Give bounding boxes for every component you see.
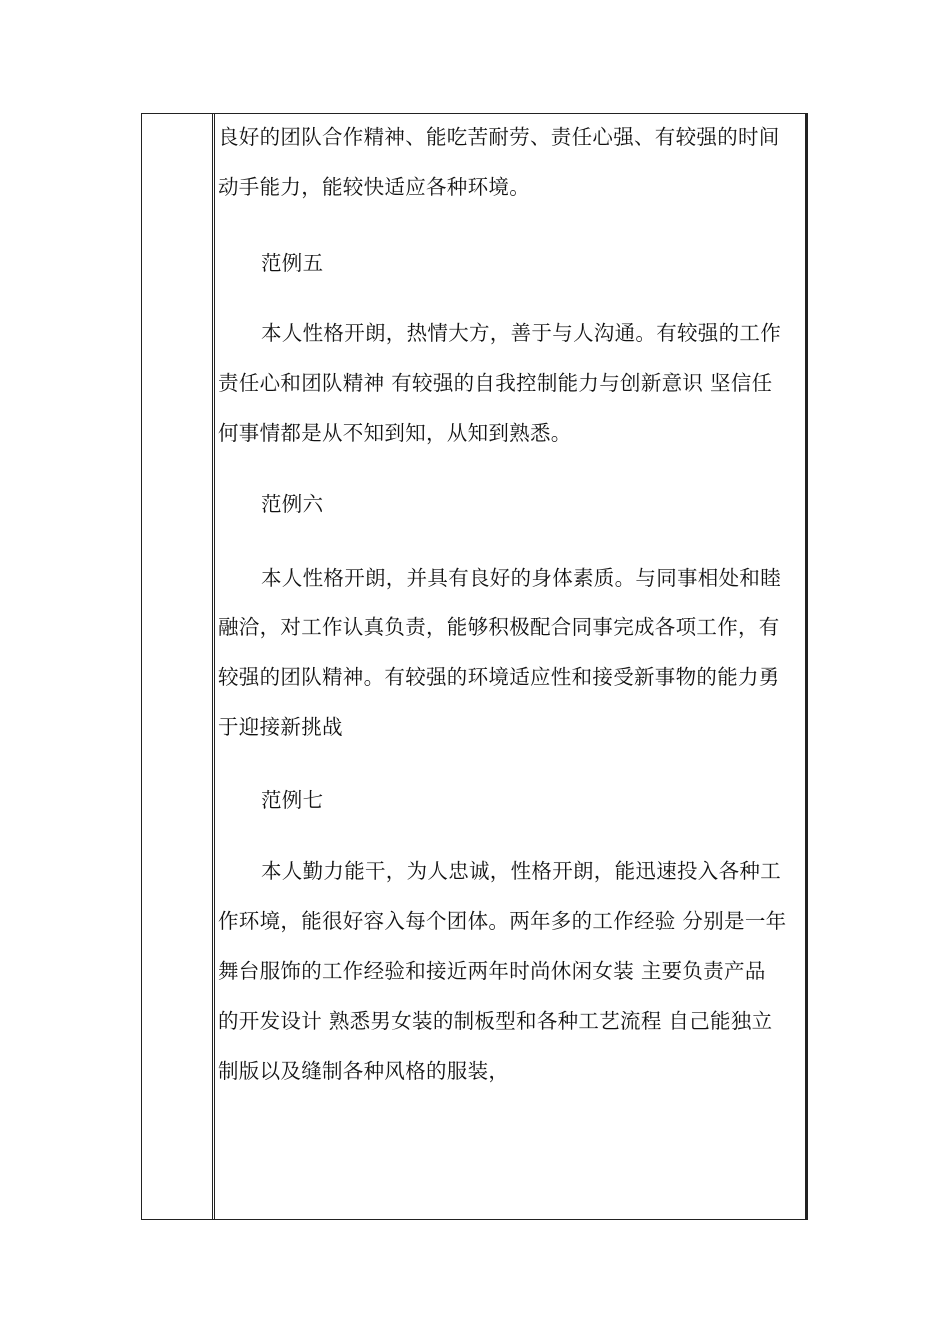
paragraph-line: 舞台服饰的工作经验和接近两年时尚休闲女装 主要负责产品 <box>218 959 766 983</box>
paragraph-line: 作环境，能很好容入每个团体。两年多的工作经验 分别是一年 <box>218 909 787 933</box>
paragraph-line: 制版以及缝制各种风格的服装， <box>218 1059 510 1083</box>
column-divider <box>212 113 215 1220</box>
section-heading-example-7: 范例七 <box>261 788 324 812</box>
paragraph-line: 本人性格开朗，并具有良好的身体素质。与同事相处和睦 <box>261 566 781 590</box>
paragraph-line: 何事情都是从不知到知，从知到熟悉。 <box>218 421 572 445</box>
paragraph-line: 较强的团队精神。有较强的环境适应性和接受新事物的能力勇 <box>218 665 780 689</box>
section-heading-example-5: 范例五 <box>261 251 324 275</box>
section-heading-example-6: 范例六 <box>261 492 324 516</box>
paragraph-line: 良好的团队合作精神、能吃苦耐劳、责任心强、有较强的时间 <box>218 125 780 149</box>
paragraph-line: 的开发设计 熟悉男女装的制板型和各种工艺流程 自己能独立 <box>218 1009 773 1033</box>
paragraph-line: 本人性格开朗，热情大方，善于与人沟通。有较强的工作 <box>261 321 781 345</box>
paragraph-line: 责任心和团队精神 有较强的自我控制能力与创新意识 坚信任 <box>218 371 773 395</box>
paragraph-line: 于迎接新挑战 <box>218 715 343 739</box>
paragraph-line: 本人勤力能干，为人忠诚，性格开朗，能迅速投入各种工 <box>261 859 781 883</box>
paragraph-line: 融洽，对工作认真负责，能够积极配合同事完成各项工作，有 <box>218 615 780 639</box>
paragraph-line: 动手能力，能较快适应各种环境。 <box>218 175 530 199</box>
